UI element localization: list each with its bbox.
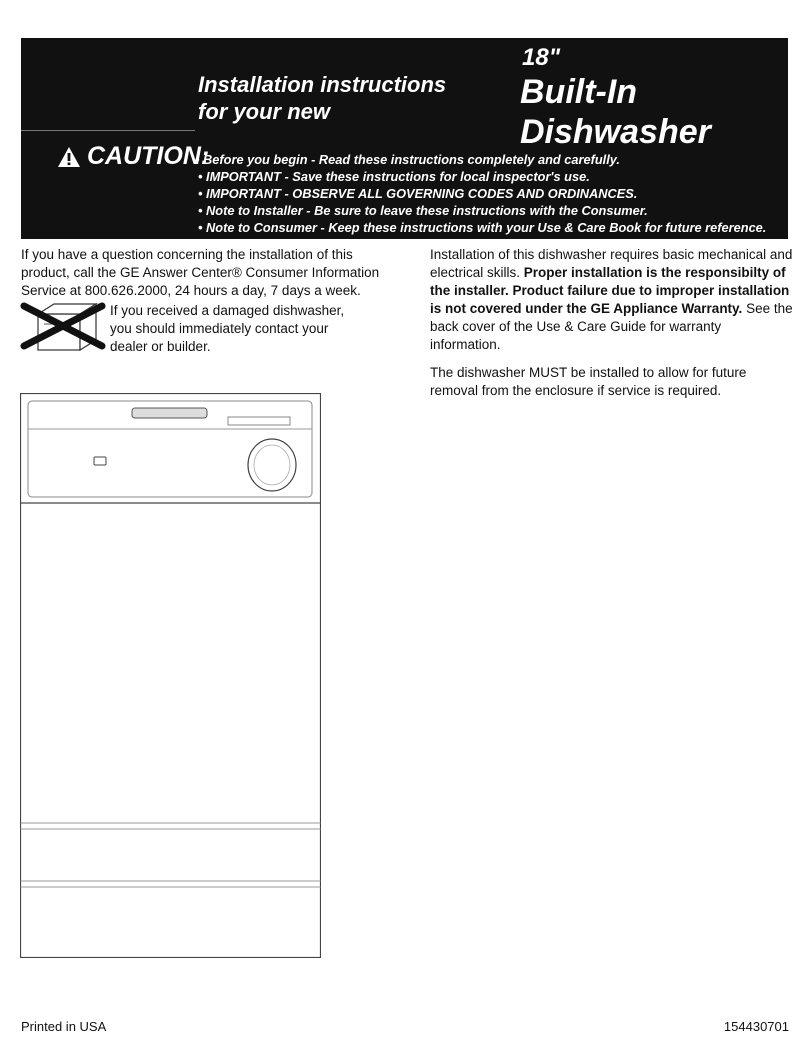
header-banner [21, 38, 788, 239]
caution-item: • Note to Installer - Be sure to leave these instructions with the Consumer. [198, 203, 648, 218]
caution-item: • IMPORTANT - Save these instructions for local inspector's use. [198, 169, 590, 184]
part-number: 154430701 [723, 1019, 789, 1034]
printed-in: Printed in USA [21, 1019, 107, 1034]
product-title [520, 72, 711, 152]
caution-item: • Note to Consumer - Keep these instructions with your Use & Care Book for future reference. [198, 220, 767, 235]
product-title-line-1: Built-In [520, 73, 638, 111]
damaged-paragraph: If you received a damaged dishwasher, you should immediately contact your dealer or builder. [110, 303, 345, 354]
skills-bold-text: Proper installation is the responsibilty of the installer. Product failure due to improper installation is not covered under the GE Appliance Warranty. [430, 265, 790, 316]
skills-paragraph [430, 246, 795, 354]
damaged-box-icon [18, 300, 106, 356]
heading-rule [21, 130, 195, 131]
caution-list [195, 151, 767, 236]
caution-label: CAUTION: [87, 142, 210, 170]
skills-text: Installation of this dishwasher requires basic mechanical and electrical skills. [430, 247, 793, 280]
caution-item: • IMPORTANT - OBSERVE ALL GOVERNING CODES AND ORDINANCES. [198, 186, 638, 201]
installation-line-1: Installation instructions [198, 72, 447, 97]
skills-tail-text: See the back cover of the Use & Care Guide for warranty information. [430, 301, 793, 352]
warning-icon [57, 146, 81, 168]
removal-paragraph: The dishwasher MUST be installed to allow for future removal from the enclosure if service is required. [430, 365, 747, 398]
dishwasher-illustration [20, 393, 321, 958]
caution-heading [57, 142, 209, 171]
product-size: 18" [522, 44, 561, 71]
installation-line-2: for your new [198, 99, 331, 124]
caution-item: • Before you begin - Read these instructions completely and carefully. [195, 152, 620, 167]
installation-heading [198, 71, 446, 125]
right-column [430, 246, 795, 400]
product-title-line-2: Dishwasher [520, 113, 711, 151]
question-paragraph: If you have a question concerning the installation of this product, call the GE Answer Center® Consumer Information Service at 800.626.2000, 24 hours a day, 7 days a week. [21, 247, 380, 298]
